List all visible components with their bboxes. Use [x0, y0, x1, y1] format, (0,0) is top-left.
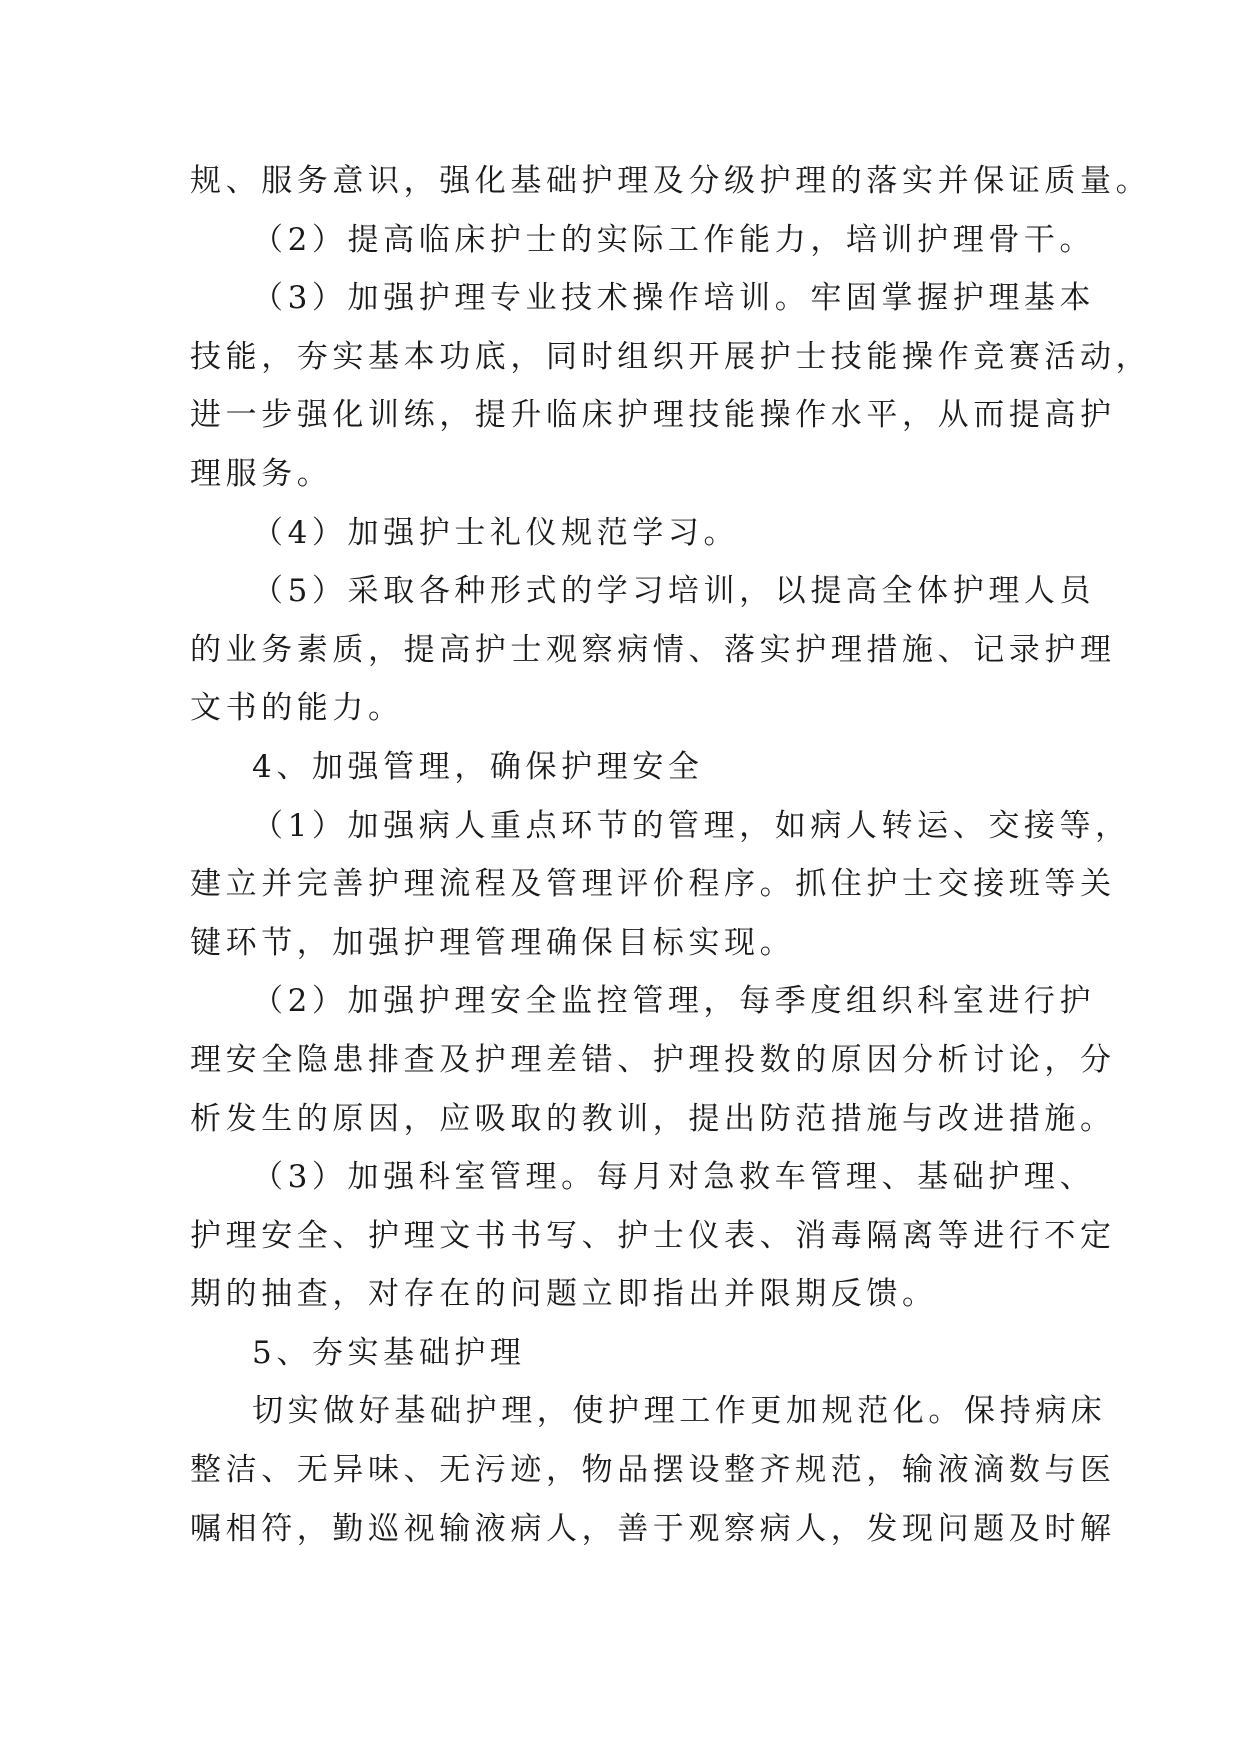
text-line: 嘱相符，勤巡视输液病人，善于观察病人，发现问题及时解	[190, 1510, 1116, 1547]
text-line: 切实做好基础护理，使护理工作更加规范化。保持病床	[252, 1393, 1107, 1430]
text-line: 护理安全、护理文书书写、护士仪表、消毒隔离等进行不定	[190, 1217, 1116, 1254]
text-line: 期的抽查，对存在的问题立即指出并限期反馈。	[190, 1276, 938, 1313]
text-line: （3）加强科室管理。每月对急救车管理、基础护理、	[252, 1159, 1096, 1196]
text-line: 的业务素质，提高护士观察病情、落实护理措施、记录护理	[190, 631, 1116, 668]
text-line: （5）采取各种形式的学习培训，以提高全体护理人员	[252, 573, 1096, 610]
text-line: （2）加强护理安全监控管理，每季度组织科室进行护	[252, 983, 1096, 1020]
text-line: 整洁、无异味、无污迹，物品摆设整齐规范，输液滴数与医	[190, 1452, 1116, 1489]
text-line: 理服务。	[190, 455, 333, 492]
document-body	[190, 152, 1152, 1558]
text-line: 理安全隐患排查及护理差错、护理投数的原因分析讨论，分	[190, 1041, 1116, 1078]
text-line: 析发生的原因，应吸取的教训，提出防范措施与改进措施。	[190, 1100, 1116, 1137]
section-heading: 5、夯实基础护理	[252, 1334, 526, 1371]
text-line: 建立并完善护理流程及管理评价程序。抓住护士交接班等关	[190, 866, 1116, 903]
text-line: （4）加强护士礼仪规范学习。	[252, 514, 740, 551]
text-line: （2）提高临床护士的实际工作能力，培训护理骨干。	[252, 221, 1096, 258]
text-line: 键环节，加强护理管理确保目标实现。	[190, 924, 796, 961]
text-line: 规、服务意识，强化基础护理及分级护理的落实并保证质量。	[190, 163, 1152, 199]
section-heading: 4、加强管理，确保护理安全	[252, 748, 704, 785]
text-line: （1）加强病人重点环节的管理，如病人转运、交接等，	[252, 807, 1131, 844]
text-line: （3）加强护理专业技术操作培训。牢固掌握护理基本	[252, 280, 1096, 317]
text-line: 技能，夯实基本功底，同时组织开展护士技能操作竞赛活动，	[190, 338, 1152, 375]
text-line: 进一步强化训练，提升临床护理技能操作水平，从而提高护	[190, 397, 1116, 434]
text-line: 文书的能力。	[190, 690, 404, 727]
